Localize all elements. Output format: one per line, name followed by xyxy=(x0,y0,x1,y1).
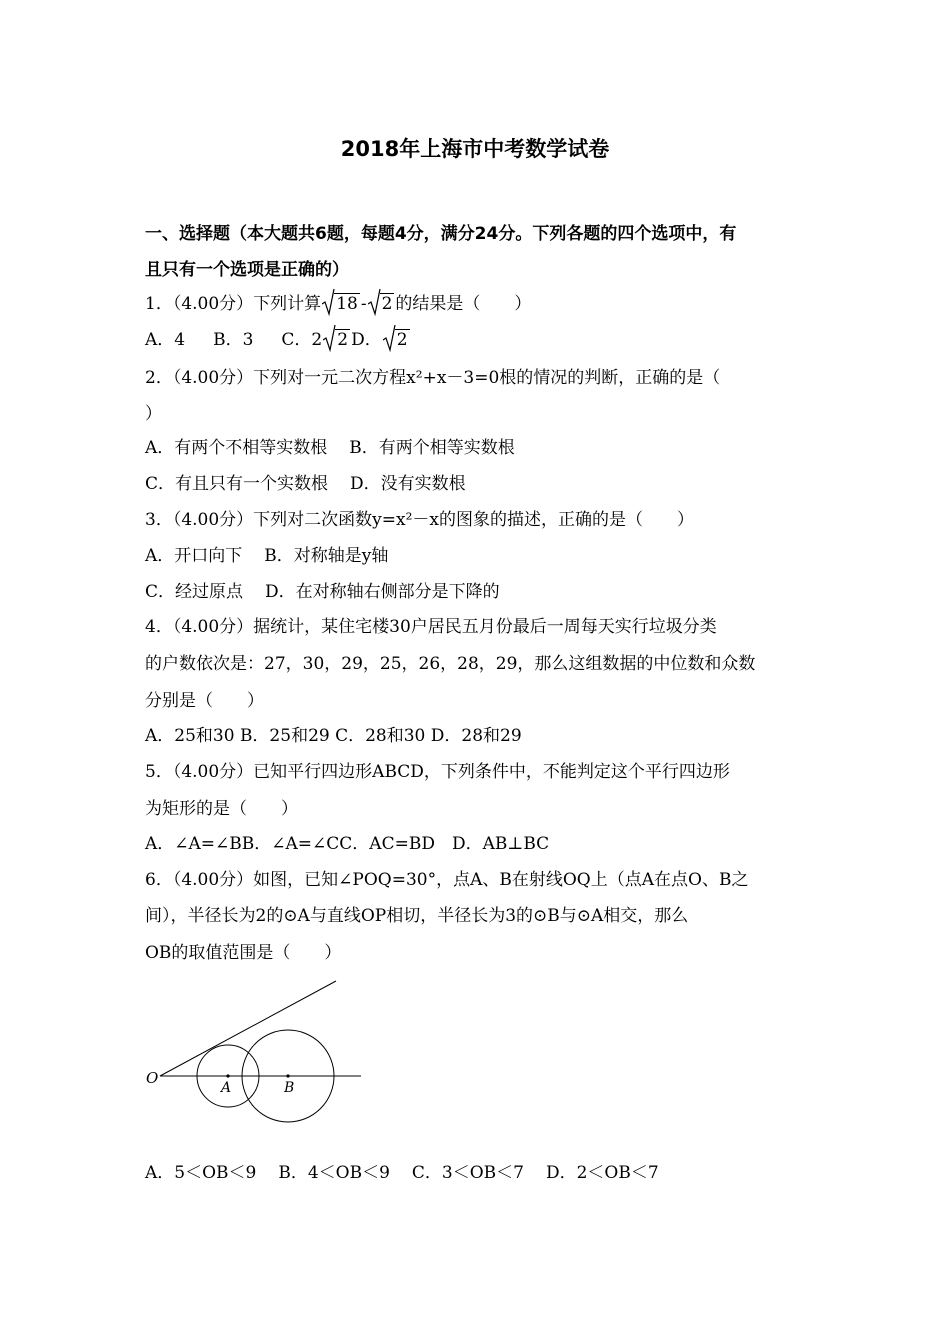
question-6-line3: OB的取值范围是（ ） xyxy=(145,943,342,963)
point-a xyxy=(226,1074,229,1077)
label-b: B xyxy=(284,1080,295,1096)
radical-sign-icon xyxy=(383,324,396,352)
question-2-option-d: D．没有实数根 xyxy=(350,474,466,494)
question-1-option-b: B．3 xyxy=(213,330,254,350)
question-4-line3: 分别是（ ） xyxy=(145,691,264,711)
question-4-options: A．25和30 B．25和29 C．28和30 D．28和29 xyxy=(145,726,522,746)
sqrt-2: 2 xyxy=(383,328,410,352)
question-3-line1: 3．（4.00分）下列对二次函数y=x²－x的图象的描述，正确的是（ ） xyxy=(145,510,695,530)
question-1 xyxy=(145,292,810,316)
radical-sign-icon xyxy=(323,324,336,352)
ray-op xyxy=(160,981,336,1076)
question-3-option-d: D．在对称轴右侧部分是下降的 xyxy=(265,582,500,602)
question-1-text-end: 的结果是（ ） xyxy=(395,294,532,314)
question-5-line1: 5．（4.00分）已知平行四边形ABCD，下列条件中，不能判定这个平行四边形 xyxy=(145,762,730,782)
question-5-options: A．∠A=∠BB．∠A=∠CC．AC=BD D．AB⊥BC xyxy=(145,834,550,854)
sqrt-18: 18 xyxy=(322,292,360,316)
question-6-line2: 间），半径长为2的⊙A与直线OP相切，半径长为3的⊙B与⊙A相交，那么 xyxy=(145,906,689,926)
question-1-option-c: C．2 2 xyxy=(281,330,351,350)
question-4-line1: 4．（4.00分）据统计，某住宅楼30户居民五月份最后一周每天实行垃圾分类 xyxy=(145,617,717,637)
question-3-option-a: A．开口向下 xyxy=(145,546,243,566)
question-6-option-b: B．4＜OB＜9 xyxy=(278,1163,390,1183)
section-heading-line1: 一、选择题（本大题共6题，每题4分，满分24分。下列各题的四个选项中，有 xyxy=(145,224,737,244)
minus-sign: - xyxy=(360,294,367,314)
question-2-options-row1 xyxy=(145,436,810,460)
question-3-options-row2 xyxy=(145,580,810,604)
question-3-option-c: C．经过原点 xyxy=(145,582,244,602)
question-1-option-a: A．4 xyxy=(145,330,186,350)
radical-sign-icon xyxy=(368,288,381,316)
sqrt-2: 2 xyxy=(368,292,395,316)
question-6-option-c: C．3＜OB＜7 xyxy=(411,1163,524,1183)
question-2-option-b: B．有两个相等实数根 xyxy=(349,438,515,458)
question-2-option-c: C．有且只有一个实数根 xyxy=(145,474,329,494)
radical-sign-icon xyxy=(322,288,335,316)
geometry-figure xyxy=(140,975,380,1130)
question-2-line1: 2．（4.00分）下列对一元二次方程x²+x－3=0根的情况的判断，正确的是（ xyxy=(145,368,721,388)
question-6-line1: 6．（4.00分）如图，已知∠POQ=30°，点A、B在射线OQ上（点A在点O、B之 xyxy=(145,870,749,890)
question-6-option-a: A．5＜OB＜9 xyxy=(145,1163,257,1183)
question-1-option-d: D． 2 xyxy=(351,330,410,350)
question-5-line2: 为矩形的是（ ） xyxy=(145,799,298,819)
question-4-line2: 的户数依次是：27，30，29，25，26，28，29，那么这组数据的中位数和众数 xyxy=(145,654,756,674)
question-2-line2: ） xyxy=(145,404,162,424)
question-2-option-a: A．有两个不相等实数根 xyxy=(145,438,328,458)
section-heading-line2: 且只有一个选项是正确的） xyxy=(145,260,349,280)
point-b xyxy=(286,1074,289,1077)
question-3-option-b: B．对称轴是y轴 xyxy=(264,546,389,566)
label-o: O xyxy=(146,1069,159,1087)
question-3-options-row1 xyxy=(145,544,810,568)
page-title: 2018年上海市中考数学试卷 xyxy=(340,137,610,161)
question-1-score: （4.00分） xyxy=(172,294,254,314)
sqrt-2: 2 xyxy=(323,328,350,352)
question-1-number: 1． xyxy=(145,294,173,314)
question-6-options xyxy=(145,1161,810,1185)
label-a: A xyxy=(221,1080,232,1096)
question-1-options xyxy=(145,328,810,352)
question-2-options-row2 xyxy=(145,472,810,496)
question-1-text: 下列计算 xyxy=(253,294,322,314)
question-6-option-d: D．2＜OB＜7 xyxy=(545,1163,659,1183)
